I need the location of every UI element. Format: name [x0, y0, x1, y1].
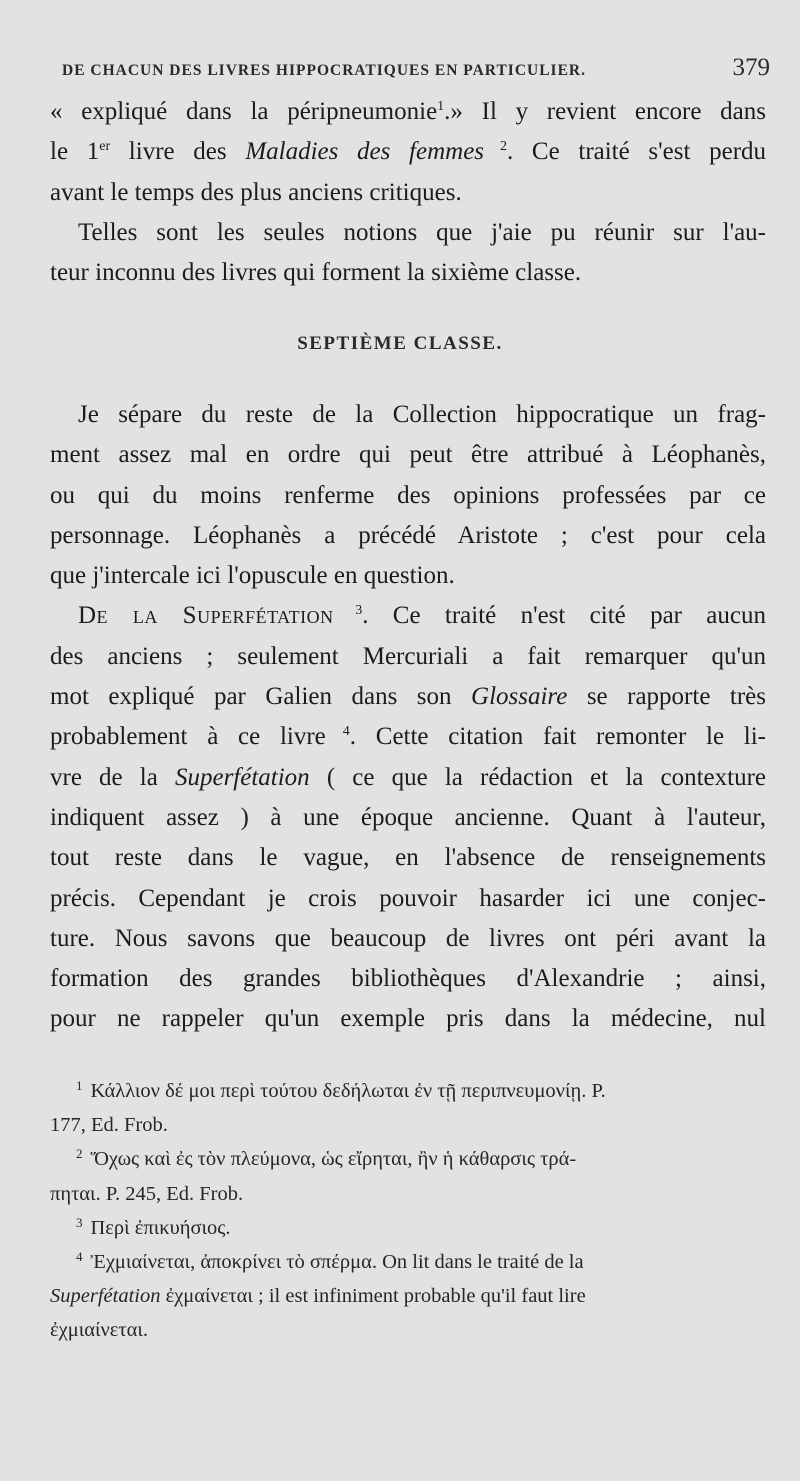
text-line: Je sépare du reste de la Collection hippocratique un frag-	[78, 401, 766, 428]
footnote-3	[50, 1211, 766, 1245]
paragraph-2	[50, 213, 766, 294]
text-line: formation des grandes bibliothèques d'Alexandrie ; ainsi,	[50, 965, 766, 993]
footnote-ref: 2	[484, 139, 507, 155]
text-line	[50, 717, 766, 757]
text-line: pour ne rappeler qu'un exemple pris dans la médecine, nul	[50, 1005, 766, 1033]
book-title: Glossaire	[471, 683, 568, 711]
text-line: ture. Nous savons que beaucoup de livres ont péri avant la	[50, 924, 766, 952]
footnote-text: Περὶ ἐπικυήσιος.	[90, 1216, 231, 1239]
footnote-ref: 3	[333, 603, 363, 619]
text-line: des anciens ; seulement Mercuriali a fait remarquer qu'un	[50, 642, 766, 670]
footnote-1-cont: 177, Ed. Frob.	[50, 1114, 168, 1137]
footnote-2	[50, 1142, 766, 1176]
text-line: précis. Cependant je crois pouvoir hasarder ici une conjec-	[50, 884, 766, 912]
text-run: mot expliqué par Galien dans son	[50, 683, 472, 711]
body-text-lower	[50, 395, 766, 1040]
text-line	[50, 92, 766, 132]
footnote-marker: 4	[76, 1248, 83, 1264]
text-line: ou qui du moins renferme des opinions professées par ce	[50, 481, 766, 509]
text-run: livre des	[110, 138, 246, 166]
paragraph-1	[50, 92, 766, 213]
text-run: « expliqué dans la péripneumonie	[50, 98, 438, 125]
footnotes	[50, 1074, 766, 1348]
book-title: Maladies des femmes	[245, 138, 485, 166]
text-line	[50, 132, 766, 172]
footnote-text: Ἐχμιαίνεται, ἀποκρίνει τὸ σπέρμα. On lit dans le traité de la	[90, 1250, 584, 1273]
text-run: se rapporte très	[567, 683, 766, 711]
footnote-text: Ὅχως καὶ ἐς τὸν πλεύμονα, ὡς εἴρηται, ἢν ἡ κάθαρσις τρά-	[90, 1148, 577, 1171]
footnote-marker: 1	[76, 1078, 83, 1093]
footnote-4-cont	[50, 1279, 766, 1313]
footnote-marker: 2	[76, 1146, 83, 1162]
ordinal-suffix: er	[99, 139, 111, 155]
text-line: personnage. Léophanès a précédé Aristote ; c'est pour cela	[50, 521, 766, 549]
text-run: le 1	[50, 138, 100, 166]
paragraph-3	[50, 395, 766, 596]
page-number: 379	[732, 54, 770, 81]
footnote-2-cont: πηται. P. 245, Ed. Frob.	[50, 1182, 244, 1205]
text-run: . Cette citation fait remonter le li-	[349, 723, 766, 751]
book-title: Superfétation	[50, 1285, 161, 1308]
text-line: que j'intercale ici l'opuscule en question.	[50, 562, 455, 590]
text-line	[50, 677, 766, 717]
page-header	[62, 54, 772, 88]
footnote-4	[50, 1245, 766, 1279]
text-line	[50, 758, 766, 798]
text-line: avant le temps des plus anciens critiques.	[50, 178, 462, 206]
footnote-marker: 3	[76, 1214, 83, 1230]
text-line: tout reste dans le vague, en l'absence de renseignements	[50, 844, 766, 872]
treatise-title: De la Superfétation	[78, 602, 334, 630]
paragraph-4	[50, 596, 766, 1039]
text-run: probablement à ce livre	[50, 723, 326, 751]
text-line: Telles sont les seules notions que j'aie pu réunir sur l'au-	[78, 218, 766, 246]
body-text-upper	[50, 92, 766, 293]
text-line: indiquent assez ) à une époque ancienne. Quant à l'auteur,	[50, 803, 766, 831]
text-run: . Ce traité n'est cité par aucun	[362, 602, 766, 630]
footnote-ref: 1	[437, 99, 445, 114]
text-line: teur inconnu des livres qui forment la sixième classe.	[50, 259, 582, 287]
text-run: ( ce que la rédaction et la contexture	[309, 763, 766, 791]
footnote-text: ἐχμαίνεται ; il est infiniment probable qu'il faut lire	[160, 1285, 586, 1308]
section-title: SEPTIÈME CLASSE.	[297, 333, 503, 354]
text-run: .» Il y revient encore dans	[444, 98, 766, 125]
book-title: Superfétation	[174, 763, 310, 791]
footnote-text: Κάλλιον δέ μοι περὶ τούτου δεδήλωται ἐν τῇ περιπνευμονίῃ. P.	[90, 1080, 606, 1102]
text-run: . Ce traité s'est perdu	[506, 138, 766, 166]
text-run: vre de la	[50, 763, 175, 791]
text-line: ment assez mal en ordre qui peut être attribué à Léophanès,	[50, 441, 766, 469]
footnote-ref: 4	[325, 724, 350, 740]
footnote-1	[50, 1074, 766, 1108]
running-head: DE CHACUN DES LIVRES HIPPOCRATIQUES EN PARTICULIER.	[62, 62, 586, 79]
text-line	[50, 596, 766, 636]
footnote-4-cont: ἐχμιαίνεται.	[50, 1319, 148, 1342]
